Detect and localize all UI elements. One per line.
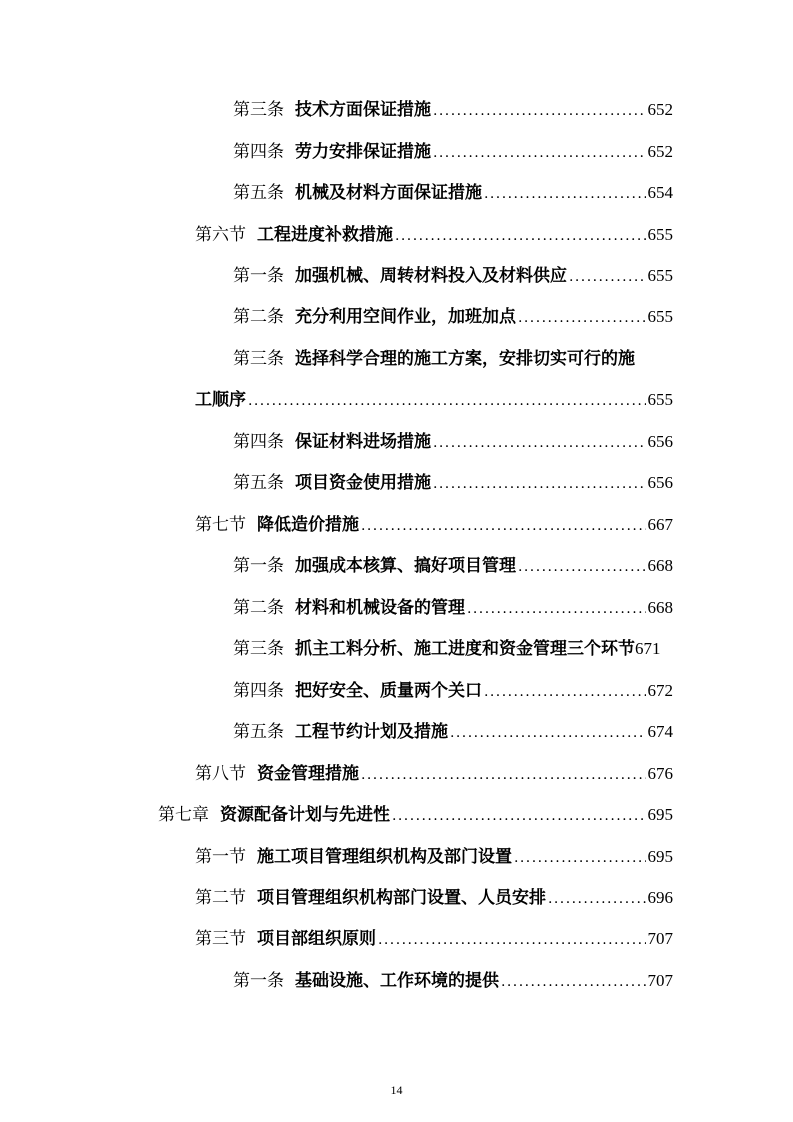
entry-page: 672 xyxy=(647,681,673,700)
dot-leader xyxy=(501,969,646,994)
entry-title: 抓主工料分析、施工进度和资金管理三个环节 xyxy=(295,639,635,659)
entry-number: 第一条 xyxy=(233,971,284,991)
entry-page: 707 xyxy=(647,929,673,948)
entry-title: 充分利用空间作业，加班加点 xyxy=(295,307,516,327)
entry-page: 655 xyxy=(647,307,673,326)
entry-title: 技术方面保证措施 xyxy=(295,100,431,120)
dot-leader xyxy=(484,181,646,206)
entry-title: 工顺序 xyxy=(195,390,246,410)
entry-number: 第二条 xyxy=(233,598,284,618)
toc-entry[interactable] xyxy=(0,471,793,495)
entry-title: 把好安全、质量两个关口 xyxy=(295,681,482,701)
toc-entry[interactable] xyxy=(0,927,793,951)
entry-page: 654 xyxy=(647,183,673,202)
entry-number: 第六节 xyxy=(195,225,246,245)
entry-number: 第七节 xyxy=(195,515,246,535)
entry-page: 668 xyxy=(647,556,673,575)
toc-entry[interactable] xyxy=(0,596,793,620)
dot-leader xyxy=(518,305,646,330)
entry-title: 选择科学合理的施工方案，安排切实可行的施 xyxy=(295,349,635,369)
entry-title: 降低造价措施 xyxy=(257,515,359,535)
entry-page: 668 xyxy=(647,598,673,617)
entry-page: 671 xyxy=(635,639,661,658)
entry-page: 695 xyxy=(647,805,673,824)
entry-page: 707 xyxy=(647,971,673,990)
entry-title: 工程节约计划及措施 xyxy=(295,722,448,742)
dot-leader xyxy=(395,223,646,248)
toc-entry[interactable] xyxy=(0,98,793,122)
entry-number: 第四条 xyxy=(233,681,284,701)
toc-entry[interactable] xyxy=(0,181,793,205)
entry-title: 项目部组织原则 xyxy=(257,929,376,949)
toc-entry[interactable] xyxy=(0,803,793,827)
entry-title: 资金管理措施 xyxy=(257,764,359,784)
entry-title: 资源配备计划与先进性 xyxy=(220,805,390,825)
toc-entry[interactable] xyxy=(0,637,793,661)
dot-leader xyxy=(378,927,646,952)
toc-entry[interactable] xyxy=(0,720,793,744)
toc-entry-continuation[interactable] xyxy=(0,388,793,412)
toc-entry[interactable] xyxy=(0,679,793,703)
entry-page: 674 xyxy=(647,722,673,741)
entry-title: 劳力安排保证措施 xyxy=(295,142,431,162)
toc-entry[interactable] xyxy=(0,554,793,578)
dot-leader xyxy=(514,845,646,870)
dot-leader xyxy=(433,98,646,123)
dot-leader xyxy=(248,388,646,413)
entry-number: 第二条 xyxy=(233,307,284,327)
entry-number: 第一条 xyxy=(233,266,284,286)
entry-title: 保证材料进场措施 xyxy=(295,432,431,452)
toc-entry[interactable] xyxy=(0,762,793,786)
entry-number: 第五条 xyxy=(233,183,284,203)
entry-title: 机械及材料方面保证措施 xyxy=(295,183,482,203)
entry-title: 项目资金使用措施 xyxy=(295,473,431,493)
entry-title: 加强成本核算、搞好项目管理 xyxy=(295,556,516,576)
entry-page: 656 xyxy=(647,432,673,451)
toc-entry[interactable] xyxy=(0,886,793,910)
entry-number: 第八节 xyxy=(195,764,246,784)
toc-entry[interactable] xyxy=(0,430,793,454)
entry-number: 第三条 xyxy=(233,639,284,659)
dot-leader xyxy=(467,596,646,621)
entry-number: 第三条 xyxy=(233,100,284,120)
entry-page: 696 xyxy=(647,888,673,907)
page-number: 14 xyxy=(390,1083,403,1097)
entry-number: 第二节 xyxy=(195,888,246,908)
entry-number: 第五条 xyxy=(233,722,284,742)
entry-page: 676 xyxy=(647,764,673,783)
dot-leader xyxy=(569,264,646,289)
entry-number: 第一条 xyxy=(233,556,284,576)
toc-entry[interactable] xyxy=(0,513,793,537)
toc-entry[interactable] xyxy=(0,969,793,993)
entry-number: 第三节 xyxy=(195,929,246,949)
dot-leader xyxy=(433,471,646,496)
entry-page: 655 xyxy=(647,225,673,244)
toc-entry[interactable] xyxy=(0,223,793,247)
entry-number: 第一节 xyxy=(195,847,246,867)
dot-leader xyxy=(518,554,646,579)
entry-number: 第四条 xyxy=(233,142,284,162)
entry-title: 项目管理组织机构部门设置、人员安排 xyxy=(257,888,546,908)
dot-leader xyxy=(361,513,646,538)
entry-number: 第五条 xyxy=(233,473,284,493)
entry-title: 加强机械、周转材料投入及材料供应 xyxy=(295,266,567,286)
entry-title: 材料和机械设备的管理 xyxy=(295,598,465,618)
entry-number: 第七章 xyxy=(158,805,209,825)
dot-leader xyxy=(361,762,646,787)
dot-leader xyxy=(433,430,646,455)
entry-page: 652 xyxy=(647,142,673,161)
entry-title: 施工项目管理组织机构及部门设置 xyxy=(257,847,512,867)
dot-leader xyxy=(392,803,646,828)
entry-number: 第四条 xyxy=(233,432,284,452)
entry-page: 655 xyxy=(647,390,673,409)
toc-entry[interactable] xyxy=(0,347,793,371)
entry-page: 652 xyxy=(647,100,673,119)
dot-leader xyxy=(433,140,646,165)
toc-entry[interactable] xyxy=(0,264,793,288)
toc-entry[interactable] xyxy=(0,845,793,869)
entry-page: 655 xyxy=(647,266,673,285)
entry-title: 工程进度补救措施 xyxy=(257,225,393,245)
dot-leader xyxy=(450,720,646,745)
entry-page: 667 xyxy=(647,515,673,534)
dot-leader xyxy=(484,679,646,704)
entry-page: 656 xyxy=(647,473,673,492)
entry-title: 基础设施、工作环境的提供 xyxy=(295,971,499,991)
toc-entry[interactable] xyxy=(0,305,793,329)
toc-entry[interactable] xyxy=(0,140,793,164)
dot-leader xyxy=(548,886,646,911)
entry-page: 695 xyxy=(647,847,673,866)
entry-number: 第三条 xyxy=(233,349,284,369)
